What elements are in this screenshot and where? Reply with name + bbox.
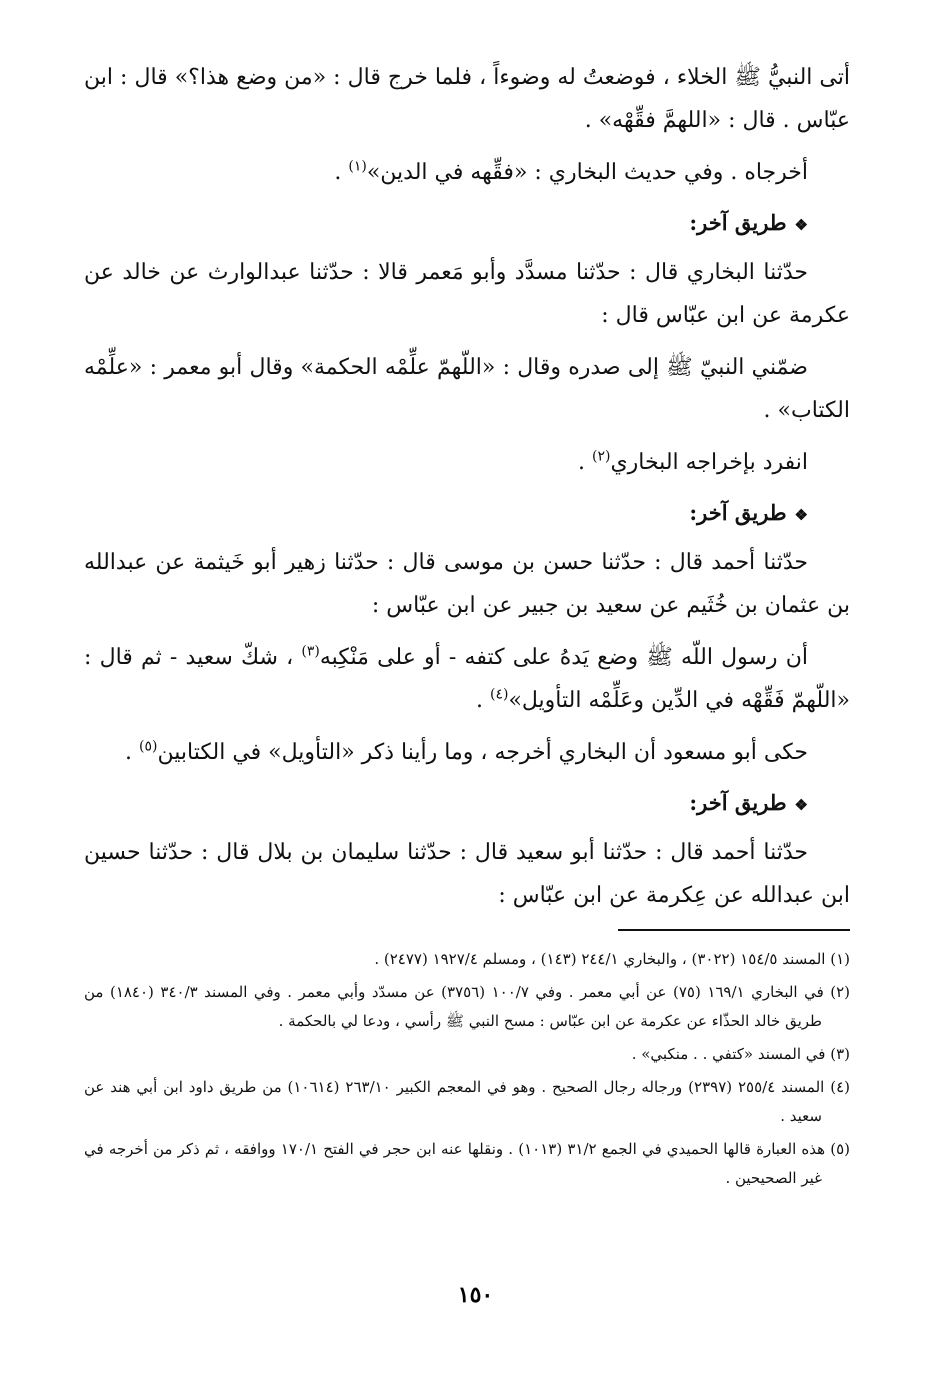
isnad-text-2: حدّثنا أحمد قال : حدّثنا حسن بن موسى قال : حدّثنا زهير أبو خَيثمة عن عبدالله بن عثمان بن خُثَيم عن سعيد بن جبير عن ابن عبّاس : [84,550,850,618]
footnote-5: (٥) هذه العبارة قالها الحميدي في الجمع ٣١/٢ (١٠١٣) . ونقلها عنه ابن حجر في الفتح ١٧٠/١ ووافقه ، ثم ذكر من أخرجه في غير الصحيحين . [84,1140,850,1187]
footnote-ref-5: (٥) [139,738,158,755]
takhrij-note-2: انفرد بإخراجه البخاري$^{(٢)}$ . [577,448,808,475]
footnote-separator [618,929,850,931]
footnote-ref-2: (٢) [591,448,611,465]
footnote-4: (٤) المسند ٢٥٥/٤ (٢٣٩٧) ورجاله رجال الصحيح . وهو في المعجم الكبير ٢٦٣/١٠ (١٠٦١٤) من طريق داود ابن أبي هند عن سعيد . [84,1078,850,1125]
diamond-bullet-icon: ❖ [794,506,808,524]
takhrij-note-1: أخرجاه . وفي حديث البخاري : «فقِّهه في الدين»$^{(١)}$ . [334,158,808,185]
section-heading-2: ❖طريق آخر: [689,500,808,525]
diamond-bullet-icon: ❖ [794,796,808,814]
footnote-ref-1: (١) [348,158,367,175]
hadith-text-3: أن رسول اللّه ﷺ وضع يَدهُ على كتفه - أو على مَنْكِبه$^{(٣)}$ ، شكّ سعيد - ثم قال : «اللّهمّ فَقِّهْه في الدِّين وعَلِّمْه التأويل»$^{(٤)}$ . [84,643,850,713]
takhrij-note-3: حكى أبو مسعود أن البخاري أخرجه ، وما رأينا ذكر «التأويل» في الكتابين$^{(٥)}$ . [125,738,808,765]
hadith-text-1: أتى النبيُّ ﷺ الخلاء ، فوضعتُ له وضوءاً ، فلما خرج قال : «من وضع هذا؟» قال : ابن عبّاس . قال : «اللهمَّ فقِّهْه» . [84,65,850,133]
page-number: ١٥٠ [457,1282,494,1308]
diamond-bullet-icon: ❖ [794,216,808,234]
footnote-ref-3: (٣) [301,643,320,660]
isnad-text-3: حدّثنا أحمد قال : حدّثنا أبو سعيد قال : حدّثنا سليمان بن بلال قال : حدّثنا حسين ابن عبدالله عن عِكرمة عن ابن عبّاس : [84,840,850,908]
section-heading-3: ❖طريق آخر: [689,790,808,815]
hadith-text-2: ضمّني النبيّ ﷺ إلى صدره وقال : «اللّهمّ علِّمْه الحكمة» وقال أبو معمر : «علِّمْه الكتاب» . [84,355,850,423]
footnote-2: (٢) في البخاري ١٦٩/١ (٧٥) عن أبي معمر . وفي ١٠٠/٧ (٣٧٥٦) عن مسدّد وأبي معمر . وفي المسند ٣٤٠/٣ (١٨٤٠) من طريق خالد الحذّاء عن عكرمة عن ابن عبّاس : مسح النبي ﷺ رأسي ، ودعا لي بالحكمة . [84,983,851,1030]
footnote-ref-4: (٤) [489,686,509,703]
isnad-text-1: حدّثنا البخاري قال : حدّثنا مسدَّد وأبو مَعمر قالا : حدّثنا عبدالوارث عن خالد عن عكرمة عن ابن عبّاس قال : [84,260,850,328]
section-heading-1: ❖طريق آخر: [689,210,808,235]
book-page [84,56,850,1197]
footnote-3: (٣) في المسند «كتفي . . منكبي» . [631,1045,850,1063]
footnote-1: (١) المسند ١٥٤/٥ (٣٠٢٢) ، والبخاري ٢٤٤/١ (١٤٣) ، ومسلم ١٩٢٧/٤ (٢٤٧٧) . [374,950,850,968]
